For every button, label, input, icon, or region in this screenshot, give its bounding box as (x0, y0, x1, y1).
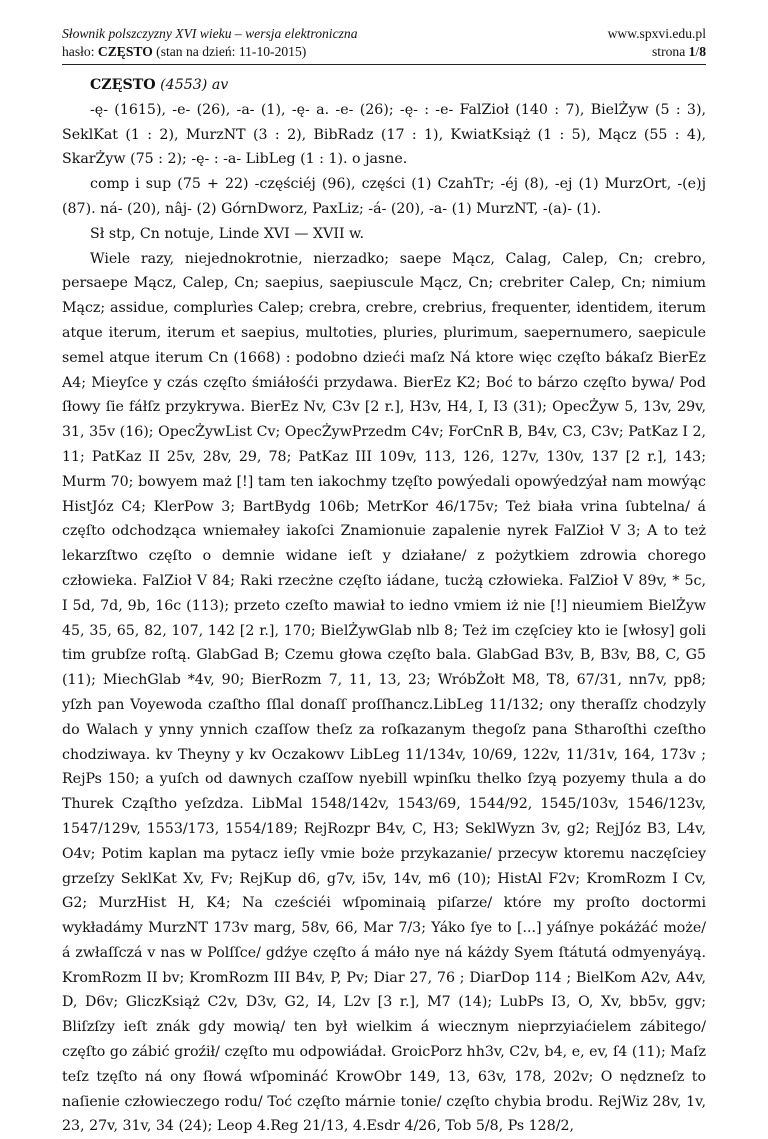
header-left (62, 25, 358, 61)
page-total: 8 (699, 44, 706, 59)
entry-pos: av (211, 77, 229, 93)
page-current: 1 (688, 44, 696, 59)
header-divider (62, 64, 706, 65)
site-link[interactable]: www.spxvi.edu.pl (607, 26, 706, 41)
degree-forms: comp i sup (75 + 22) -częściéj (96), części (1) CzahTr; -éj (8), -ej (1) MurzOrt, -(e)j (87). ná- (20), nâj- (2) GórnDworz, PaxLiz; -á- (20), -a- (1) MurzNT, -(a)- (1). (62, 176, 706, 217)
dictionary-title: Słownik polszczyzny XVI wieku – wersja elektroniczna (62, 26, 358, 41)
entry-title (62, 73, 706, 98)
entry-headword: CZĘSTO (90, 77, 156, 93)
entry-frequency: (4553) (160, 77, 208, 93)
headword-line (62, 44, 306, 59)
revision-date: (stan na dzień: 11-10-2015) (152, 44, 307, 59)
definition-quotations: Wiele razy, niejednokrotnie, nierzadko; saepe Mącz, Calag, Calep, Cn; crebro, persaepe Mącz, Calep, Cn; saepius, saepiuscule Mącz, Cn; crebriter Calep, Cn; nimium Mącz; assidue, complurìes Calep; crebra, crebre, crebrius, frequenter, identidem, iterum atque iterum, iterum et saepius, multoties, pluries, plurimum, saepernumero, saepicule semel atque iterum Cn (1668) : podobno dzieći maſz Ná ktore więc częſto bákaſz BierEz A4; Mieyſce y czás częſto śmiáłośći przydawa. BierEz K2; Boć to bárzo częſto bywa/ Pod ſłowy ſie fáłſz przykrywa. BierEz Nv, C3v [2 r.], H3v, H4, I, I3 (31); OpecŻyw 5, 13v, 29v, 31, 35v (16); OpecŻywList Cv; OpecŻywPrzedm C4v; ForCnR B, B4v, C3, C3v; PatKaz I 2, 11; PatKaz II 25v, 28v, 29, 78; PatKaz III 109v, 113, 126, 127v, 130v, 137 [2 r.], 143; Murm 70; bowyem maż [!] tam ten iakochmy tzęſto powýedali opowýedzýał nam mowýąc HistJóz C4; KlerPow 3; BartBydg 106b; MetrKor 46/175v; Też biała vrina ſubtelna/ á częſto odchodząca wniemałey iakoſci Znamionuie zapalenie nyrek FalZioł V 3; A to też lekarzſtwo częſto o demnie widane ieſt y działane/ z pożytkiem zdrowia chorego człowieka. FalZioł V 84; Raki rzecżne częſto iádane, tucżą człowieka. FalZioł V 89v, * 5c, I 5d, 7d, 9b, 16c (113); przeto czeſto mawiał to iedno vmiem iż nie [!] nieumiem BielŻyw 45, 35, 65, 82, 107, 142 [2 r.], 170; BielŻywGlab nlb 8; Też im częſciey kto ie [włosy] goli tim grubſze roſtą. GlabGad B; Czemu głowa częſto bala. GlabGad B3v, B, B3v, B8, C, G5 (11); MiechGlab *4v, 90; BierRozm 7, 11, 13, 23; WróbŻołt M8, T8, 67/31, nn7v, pp8; yſzh pan Voyewoda czaſtho ſſlal donaſſ proſſhancz.LibLeg 11/132; ony theraſſz chodzyly do Walach y ynny ynnich czaſſow theſz za roſkazanym thegoſz pana Stharoſthi czeſtho chodziwaya. kv Theyny y kv Oczakowv LibLeg 11/134v, 10/69, 122v, 11/31v, 164, 173v ; RejPs 150; a yuſch od dawnych czaſſow nyebill wpinſku thelko ſzyą pozyemy thula a do Thurek Cząſtho yeſzdza. LibMal 1548/142v, 1543/69, 1544/92, 1545/103v, 1546/123v, 1547/129v, 1553/173, 1554/189; RejRozpr B4v, C, H3; SeklWyzn 3v, g2; RejJóz B3, L4v, O4v; Potim kaplan ma pytacz ieſly vmie boże przykazanie/ przecyw ktoremu naczęſciey grzeſzy SeklKat Xv, Fv; RejKup d6, g7v, i5v, 14v, m6 (10); HistAl F2v; KromRozm I Cv, G2; MurzHist H, K4; Na cześciéi wſpominaią piſarze/ które my proſto doctormi wykładámy MurzNT 173v marg, 58v, 66, Mar 7/3; Yáko ſye to [...] yáſnye pokáżáć może/ á zwłaſſczá v nas w Polſſce/ gdźye częſto á máło nye ná káżdy Syem ſtátutá odmyenyáyą. KromRozm II bv; KromRozm III B4v, P, Pv; Diar 27, 76 ; DiarDop 114 ; BielKom A2v, A4v, D, D6v; GliczKsiąż C2v, D3v, G2, I4, L2v [3 r.], M7 (14); LubPs I3, O, Xv, bb5v, ggv; Bliſzſzy ieſt znák gdy mowią/ ten był wielkim á wiecznym nieprzyiaćielem zábitego/ częſto go zábić groźił/ częſto mu odpowiádał. GroicPorz hh3v, C2v, b4, e, ev, ſ4 (11); Maſz teſz tzęſto ná ony ſłowá wſpomináć KrowObr 149, 13, 63v, 178, 202v; O nędzneſz to naſienie człowieczego rodu/ Toć częſto márnie tonie/ częſto chybia brodu. RejWiz 28v, 1v, 23, 27v, 31v, 34 (24); Leop 4.Reg 21/13, 4.Esdr 4/26, Tob 5/8, Ps 128/2, (62, 250, 706, 1135)
page-label: strona (652, 44, 689, 59)
page-separator: / (695, 44, 700, 59)
headword-prefix: hasło: (62, 44, 98, 59)
entry-body (62, 73, 706, 1135)
page-counter (652, 44, 706, 59)
header-right (608, 25, 706, 61)
page-header (62, 25, 706, 69)
spelling-variants: -ę- (1615), -e- (26), -a- (1), -ę- a. -e- (26); -ę- : -e- FalZioł (140 : 7), BielŻyw (5 : 3), SeklKat (1 : 2), MurzNT (3 : 2), BibRadz (17 : 1), KwiatKsiąż (1 : 5), Mącz (55 : 4), SkarŻyw (75 : 2); -ę- : -a- LibLeg (1 : 1). o jasne. (62, 101, 706, 168)
dictionary-references: Sł stp, Cn notuje, Linde XVI — XVII w. (90, 225, 365, 242)
header-headword: CZĘSTO (97, 44, 153, 59)
